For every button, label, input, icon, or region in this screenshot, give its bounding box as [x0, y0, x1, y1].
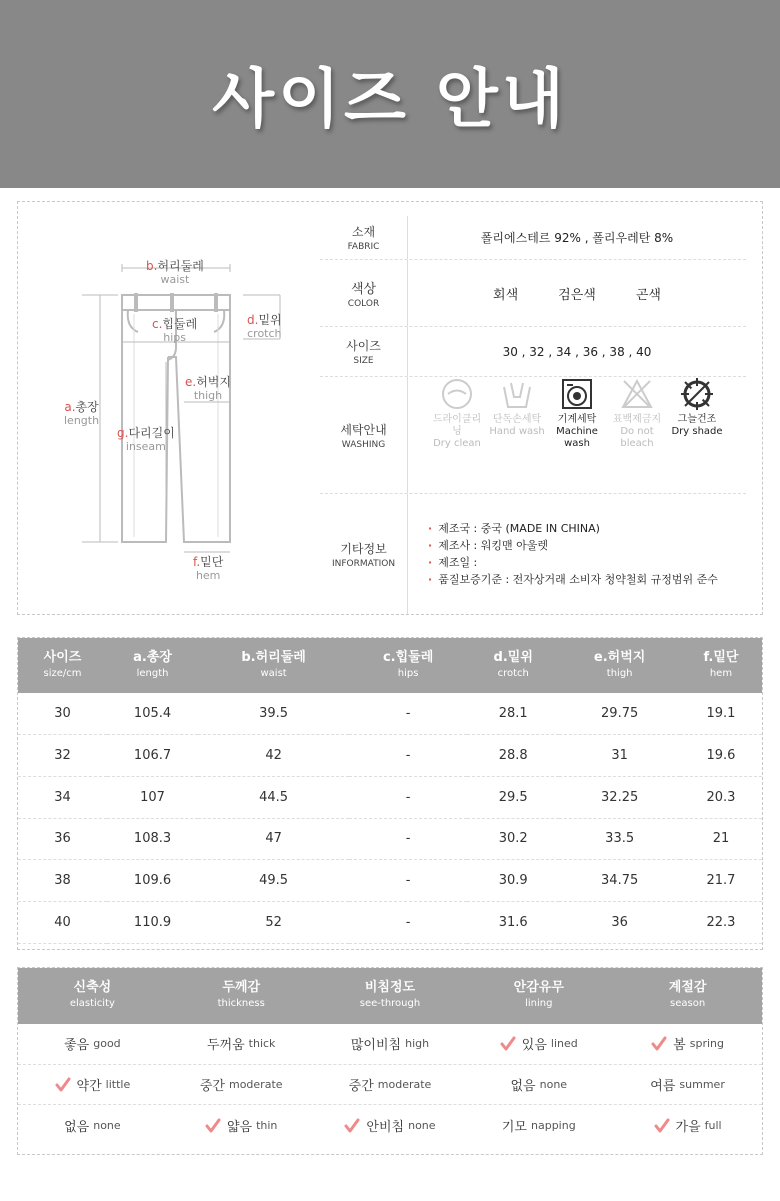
table-cell: 32 — [18, 735, 107, 777]
table-cell: 52 — [198, 901, 349, 943]
table-cell: 105.4 — [107, 693, 198, 735]
inseam-ko: 다리길이 — [128, 426, 175, 440]
table-row — [18, 901, 762, 943]
product-info-panel — [17, 201, 763, 615]
table-cell: 36 — [18, 818, 107, 860]
table-cell: 29.5 — [467, 776, 559, 818]
table-cell: 30.9 — [467, 860, 559, 902]
size-table-header — [18, 638, 762, 693]
washing-en: WASHING — [341, 439, 386, 450]
material-ko: 없음 — [64, 1120, 90, 1136]
hand-wash-icon — [500, 377, 534, 411]
size-ko: 사이즈 — [346, 339, 381, 353]
th-thigh-en: thigh — [606, 667, 633, 679]
material-en: none — [408, 1119, 436, 1133]
mh-season — [613, 968, 762, 1024]
wash-item-dry-clean — [429, 377, 485, 450]
wash-item-no-bleach — [609, 377, 665, 450]
material-cell — [18, 1065, 167, 1105]
material-cell — [316, 1024, 465, 1064]
material-en: none — [539, 1078, 568, 1092]
machine-wash-en: Machine wash — [556, 426, 598, 449]
size-en: SIZE — [353, 356, 374, 366]
etc-line-warranty: · 품질보증기준 : 전자상거래 소비자 청약철회 규정범위 준수 — [428, 571, 718, 588]
table-cell: 110.9 — [107, 901, 198, 943]
th-length — [107, 638, 198, 693]
material-ko: 중간 — [199, 1079, 225, 1095]
mh-see-through-ko: 비침정도 — [364, 980, 416, 995]
length-ko: 총장 — [75, 400, 99, 414]
table-cell: 38 — [18, 860, 107, 902]
material-en: thin — [256, 1119, 278, 1133]
table-cell: 109.6 — [107, 860, 198, 902]
table-cell: - — [349, 776, 467, 818]
etc-ko: 기타정보 — [340, 541, 387, 556]
th-crotch — [467, 638, 559, 693]
th-crotch-ko: d.밑위 — [493, 649, 533, 665]
washing-ko: 세탁안내 — [340, 422, 387, 437]
mh-elasticity-ko: 신축성 — [73, 980, 112, 995]
table-cell: 28.1 — [467, 693, 559, 735]
hem-label — [193, 556, 223, 582]
check-icon — [205, 1118, 221, 1134]
table-cell: 108.3 — [107, 818, 198, 860]
table-cell: 34 — [18, 776, 107, 818]
material-en: little — [105, 1078, 131, 1092]
size-value: 30 , 32 , 34 , 36 , 38 , 40 — [502, 344, 652, 359]
table-cell: 106.7 — [107, 735, 198, 777]
material-ko: 약간 — [76, 1079, 102, 1095]
fabric-key — [320, 216, 408, 259]
th-hem-en: hem — [709, 667, 733, 679]
hem-ko: 밑단 — [200, 555, 224, 569]
hips-label — [152, 318, 197, 344]
table-cell: - — [349, 818, 467, 860]
crotch-en: crotch — [247, 327, 282, 340]
dry-clean-en: Dry clean — [433, 438, 481, 449]
size-table-body — [18, 693, 762, 943]
material-en: good — [93, 1037, 121, 1051]
machine-wash-ko: 기계세탁 — [557, 414, 597, 425]
dry-clean-ko: 드라이클리닝 — [432, 414, 482, 437]
table-cell: 44.5 — [198, 776, 349, 818]
th-hips-en: hips — [397, 667, 419, 679]
mh-see-through-en: see-through — [359, 998, 421, 1009]
th-thigh-ko: e.허벅지 — [593, 649, 646, 665]
thigh-ko: 허벅지 — [196, 375, 231, 389]
inseam-en: inseam — [125, 440, 166, 453]
material-cell — [167, 1065, 316, 1105]
material-ko: 봄 — [673, 1038, 686, 1054]
material-cell — [18, 1024, 167, 1064]
info-table — [320, 216, 746, 614]
check-icon — [651, 1036, 667, 1052]
washing-row — [320, 377, 746, 494]
material-en: none — [93, 1119, 121, 1133]
size-key — [320, 327, 408, 376]
page-header — [0, 0, 780, 188]
color-ko: 색상 — [350, 281, 377, 297]
material-en: lined — [550, 1037, 578, 1051]
material-panel — [17, 967, 763, 1155]
th-waist-en: waist — [260, 667, 287, 679]
hem-key: f. — [193, 555, 201, 569]
crotch-label — [247, 314, 282, 340]
table-cell: - — [349, 901, 467, 943]
dry-shade-ko: 그늘건조 — [677, 414, 717, 425]
material-cell — [613, 1024, 762, 1064]
wash-item-dry-shade — [669, 377, 725, 438]
etc-en: INFORMATION — [331, 558, 396, 569]
th-length-en: length — [136, 667, 169, 679]
table-cell: 39.5 — [198, 693, 349, 735]
material-en: summer — [679, 1078, 725, 1092]
table-cell: 28.8 — [467, 735, 559, 777]
etc-line-date: · 제조일 : — [428, 554, 477, 571]
table-cell: 31.6 — [467, 901, 559, 943]
crotch-key: d. — [247, 313, 259, 327]
table-cell: - — [349, 693, 467, 735]
color-navy: 곤색 — [635, 287, 661, 303]
size-table — [18, 638, 762, 944]
th-thigh — [559, 638, 680, 693]
mh-thickness-ko: 두께감 — [222, 980, 261, 995]
mh-elasticity-en: elasticity — [69, 998, 115, 1009]
th-hips-ko: c.힙둘레 — [382, 649, 434, 665]
mh-season-en: season — [670, 998, 706, 1009]
material-cell — [613, 1065, 762, 1105]
mh-season-ko: 계절감 — [668, 980, 707, 995]
machine-wash-icon — [560, 377, 594, 411]
table-cell: 21.7 — [680, 860, 762, 902]
table-row — [18, 735, 762, 777]
material-ko: 안비침 — [366, 1120, 405, 1136]
length-key: a. — [64, 400, 76, 414]
etc-lines — [408, 494, 746, 614]
material-row — [18, 1065, 762, 1106]
mh-lining — [464, 968, 613, 1024]
material-cell — [464, 1065, 613, 1105]
length-label — [64, 401, 99, 427]
fabric-ko: 소재 — [351, 225, 376, 239]
thigh-en: thigh — [193, 389, 223, 402]
material-ko: 많이비침 — [350, 1038, 402, 1054]
size-table-panel — [17, 637, 763, 950]
material-ko: 중간 — [348, 1079, 374, 1095]
material-ko: 있음 — [521, 1038, 547, 1054]
table-cell: 20.3 — [680, 776, 762, 818]
mh-thickness-en: thickness — [217, 998, 265, 1009]
table-cell: - — [349, 735, 467, 777]
check-icon — [500, 1036, 516, 1052]
table-cell: 42 — [198, 735, 349, 777]
material-cell — [464, 1105, 613, 1146]
material-ko: 좋음 — [64, 1038, 90, 1054]
material-cell — [18, 1105, 167, 1146]
fabric-value: 폴리에스테르 92% , 폴리우레탄 8% — [480, 231, 674, 245]
dry-clean-icon — [440, 377, 474, 411]
th-size-ko: 사이즈 — [43, 649, 82, 665]
check-icon — [344, 1118, 360, 1134]
thigh-label — [185, 376, 231, 402]
table-cell: 31 — [559, 735, 680, 777]
hem-en: hem — [195, 569, 221, 582]
material-ko: 가을 — [675, 1120, 701, 1136]
material-ko: 기모 — [501, 1120, 527, 1136]
th-crotch-en: crotch — [497, 667, 529, 679]
etc-row — [320, 494, 746, 614]
color-key — [320, 260, 408, 326]
material-cell — [167, 1024, 316, 1064]
waist-en: waist — [160, 273, 190, 286]
hips-ko: 힙둘레 — [162, 317, 198, 331]
table-cell: 30 — [18, 693, 107, 735]
color-values — [408, 260, 746, 326]
waist-key: b. — [146, 259, 158, 273]
fabric-row — [320, 216, 746, 260]
material-row — [18, 1024, 762, 1065]
dry-shade-icon — [680, 377, 714, 411]
washing-key — [320, 377, 408, 493]
washing-icons — [408, 377, 746, 493]
th-hem-ko: f.밑단 — [703, 649, 739, 665]
check-icon — [654, 1118, 670, 1134]
table-cell: 36 — [559, 901, 680, 943]
hips-key: c. — [152, 317, 163, 331]
table-row — [18, 776, 762, 818]
table-cell: 33.5 — [559, 818, 680, 860]
mh-see-through — [316, 968, 465, 1024]
material-en: full — [704, 1119, 722, 1133]
length-en: length — [64, 414, 100, 427]
mh-thickness — [167, 968, 316, 1024]
hand-wash-ko: 단독손세탁 — [492, 414, 542, 425]
etc-line-country: · 제조국 : 중국 (MADE IN CHINA) — [428, 520, 600, 537]
table-cell: 107 — [107, 776, 198, 818]
inseam-key: g. — [117, 426, 129, 440]
th-hips — [349, 638, 467, 693]
material-en: napping — [531, 1119, 576, 1133]
color-gray: 회색 — [493, 287, 519, 303]
size-row — [320, 327, 746, 377]
dry-shade-en: Dry shade — [671, 426, 723, 437]
inseam-label — [117, 427, 175, 453]
table-cell: 49.5 — [198, 860, 349, 902]
th-size — [18, 638, 107, 693]
check-icon — [55, 1077, 71, 1093]
table-cell: 32.25 — [559, 776, 680, 818]
material-row — [18, 1105, 762, 1146]
table-row — [18, 860, 762, 902]
table-cell: 29.75 — [559, 693, 680, 735]
table-cell: 22.3 — [680, 901, 762, 943]
material-body — [18, 1024, 762, 1146]
table-cell: 30.2 — [467, 818, 559, 860]
material-cell — [464, 1024, 613, 1064]
material-ko: 없음 — [510, 1079, 536, 1095]
mh-lining-ko: 안감유무 — [513, 980, 564, 995]
color-row — [320, 260, 746, 327]
no-bleach-icon — [620, 377, 654, 411]
th-size-en: size/cm — [43, 667, 82, 679]
th-hem — [680, 638, 762, 693]
fabric-en: FABRIC — [347, 242, 380, 252]
pants-diagram — [18, 202, 318, 616]
material-en: high — [405, 1037, 430, 1051]
waist-ko: 허리둘레 — [157, 259, 204, 273]
material-cell — [613, 1105, 762, 1146]
crotch-ko: 밑위 — [258, 313, 282, 327]
wash-item-machine-wash — [549, 377, 605, 450]
page-title: 사이즈 안내 — [212, 63, 568, 137]
material-en: thick — [248, 1037, 276, 1051]
table-cell: - — [349, 860, 467, 902]
material-header — [18, 968, 762, 1024]
table-row — [18, 818, 762, 860]
table-cell: 19.1 — [680, 693, 762, 735]
color-black: 검은색 — [558, 287, 596, 303]
table-cell: 21 — [680, 818, 762, 860]
material-cell — [316, 1105, 465, 1146]
etc-line-maker: · 제조사 : 워킹맨 아울렛 — [428, 537, 548, 554]
mh-elasticity — [18, 968, 167, 1024]
material-ko: 얇음 — [226, 1120, 253, 1136]
material-cell — [167, 1105, 316, 1146]
color-en: COLOR — [347, 298, 380, 309]
table-cell: 47 — [198, 818, 349, 860]
material-ko: 여름 — [650, 1079, 676, 1095]
table-cell: 34.75 — [559, 860, 680, 902]
material-cell — [316, 1065, 465, 1105]
th-waist-ko: b.허리둘레 — [241, 649, 306, 665]
wash-item-hand-wash — [489, 377, 545, 438]
th-length-ko: a.총장 — [133, 649, 172, 665]
thigh-key: e. — [185, 375, 197, 389]
no-bleach-ko: 표백제금지 — [612, 414, 662, 425]
etc-key — [320, 494, 408, 614]
table-cell: 40 — [18, 901, 107, 943]
material-en: moderate — [228, 1078, 283, 1092]
table-cell: 19.6 — [680, 735, 762, 777]
table-row — [18, 693, 762, 735]
hips-en: hips — [163, 331, 186, 344]
no-bleach-en: Do not bleach — [620, 426, 654, 449]
material-en: spring — [689, 1037, 724, 1051]
material-ko: 두꺼움 — [206, 1038, 245, 1054]
hand-wash-en: Hand wash — [489, 426, 545, 437]
th-waist — [198, 638, 349, 693]
waist-label — [146, 260, 204, 286]
material-en: moderate — [377, 1078, 432, 1092]
mh-lining-en: lining — [525, 998, 553, 1009]
